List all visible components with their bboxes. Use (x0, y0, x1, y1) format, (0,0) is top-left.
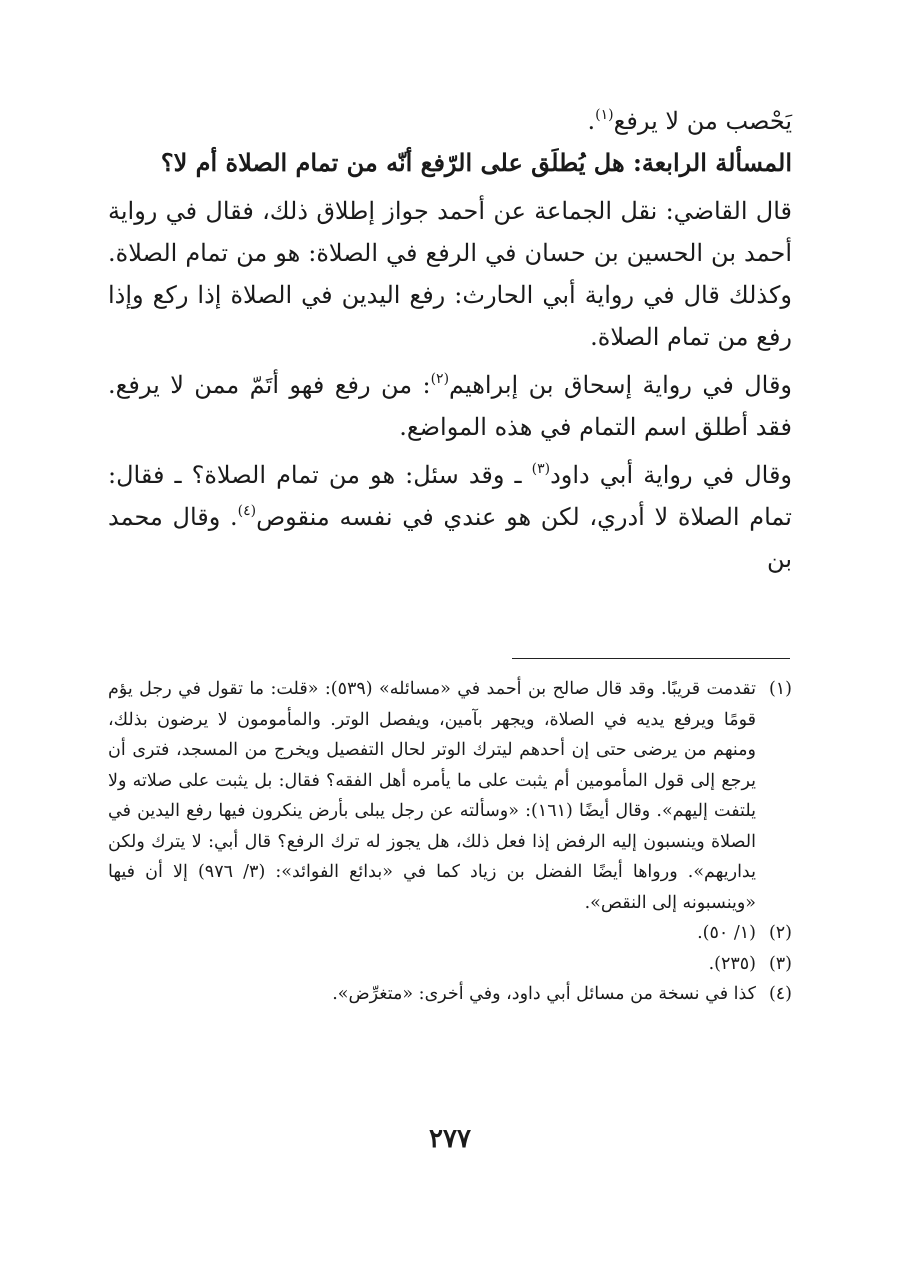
paragraph-1-end: . (587, 107, 596, 135)
paragraph-3 (108, 190, 792, 358)
paragraph-4-text-a: وقال في رواية إسحاق بن إبراهيم (449, 371, 793, 399)
footnote-number: (٣) (768, 953, 792, 974)
paragraph-4-text-b: : من رفع فهو أتَمّ ممن لا يرفع. فقد أطلق اسم التمام في هذه المواضع. (108, 371, 792, 441)
footnote-1 (108, 674, 792, 918)
footnote-text: تقدمت قريبًا. وقد قال صالح بن أحمد في «مسائله» (٥٣٩): «قلت: ما تقول في رجل يؤم قومًا ويرفع يديه في الصلاة، ويجهر بآمين، ويفصل الوتر. والمأمومون لا يرضون بذلك، ومنهم من يرضى حتى إن أحدهم ليترك الوتر لحال التفصيل ويخرج من المسجد، فترى أن يرجع إلى قول المأمومين أم يثبت على ما يأمره أهل الفقه؟ فقال: بل يثبت على صلاته ولا يلتفت إليهم». وقال أيضًا (١٦١): «وسألته عن رجل يبلى بأرض ينكرون فيها رفع اليدين في الصلاة وينسبون إليه الرفض إذا فعل ذلك، هل يجوز له ترك الرفع؟ قال أبي: لا يترك ولكن يداريهم». ورواها أيضًا الفضل بن زياد كما في «بدائع الفوائد»: (٣/ ٩٧٦) إلا أن فيها «وينسبونه إلى النقص». (108, 679, 756, 913)
paragraph-5 (108, 454, 792, 580)
footnote-ref-1: (١) (595, 107, 614, 123)
page-number: ٢٧٧ (429, 1124, 471, 1154)
footnote-text: (١/ ٥٠). (697, 923, 756, 943)
footnote-number: (٤) (768, 984, 792, 1004)
footnote-text: كذا في نسخة من مسائل أبي داود، وفي أخرى: «متغرِّض». (332, 984, 756, 1004)
footnote-4 (108, 979, 792, 1010)
paragraph-5-text-c: . وقال محمد بن (108, 503, 792, 573)
footnote-number: (١) (768, 679, 792, 699)
paragraph-4 (108, 364, 792, 448)
footnote-text: (٢٣٥). (708, 953, 756, 974)
footnote-divider (512, 658, 790, 659)
paragraph-3-text: قال القاضي: نقل الجماعة عن أحمد جواز إطلاق ذلك، فقال في رواية أحمد بن الحسين بن حسان في الرفع في الصلاة: هو من تمام الصلاة. وكذلك قال في رواية أبي الحارث: رفع اليدين في الصلاة إذا ركع وإذا رفع من تمام الصلاة. (108, 197, 792, 351)
paragraph-5-text-a: وقال في رواية أبي داود (550, 461, 793, 489)
paragraph-5-text-b: ـ وقد سئل: هو من تمام الصلاة؟ ـ فقال: تمام الصلاة لا أدري، لكن هو عندي في نفسه منقوص (108, 461, 792, 531)
main-text (108, 100, 792, 586)
footnote-ref-3: (٣) (531, 461, 551, 477)
footnote-ref-2: (٢) (430, 371, 450, 387)
footnotes (108, 674, 792, 1010)
paragraph-2 (108, 142, 792, 184)
footnote-2 (108, 918, 792, 949)
paragraph-1-text: يَحْصب من لا يرفع (613, 107, 792, 135)
footnote-3 (108, 949, 792, 980)
footnote-ref-4: (٤) (237, 503, 257, 519)
issue-heading-label: المسألة الرابعة: (633, 148, 792, 177)
footnote-number: (٢) (768, 923, 792, 943)
paragraph-1 (108, 100, 792, 142)
issue-question: هل يُطلَق على الرّفع أنّه من تمام الصلاة أم لا؟ (160, 148, 633, 177)
